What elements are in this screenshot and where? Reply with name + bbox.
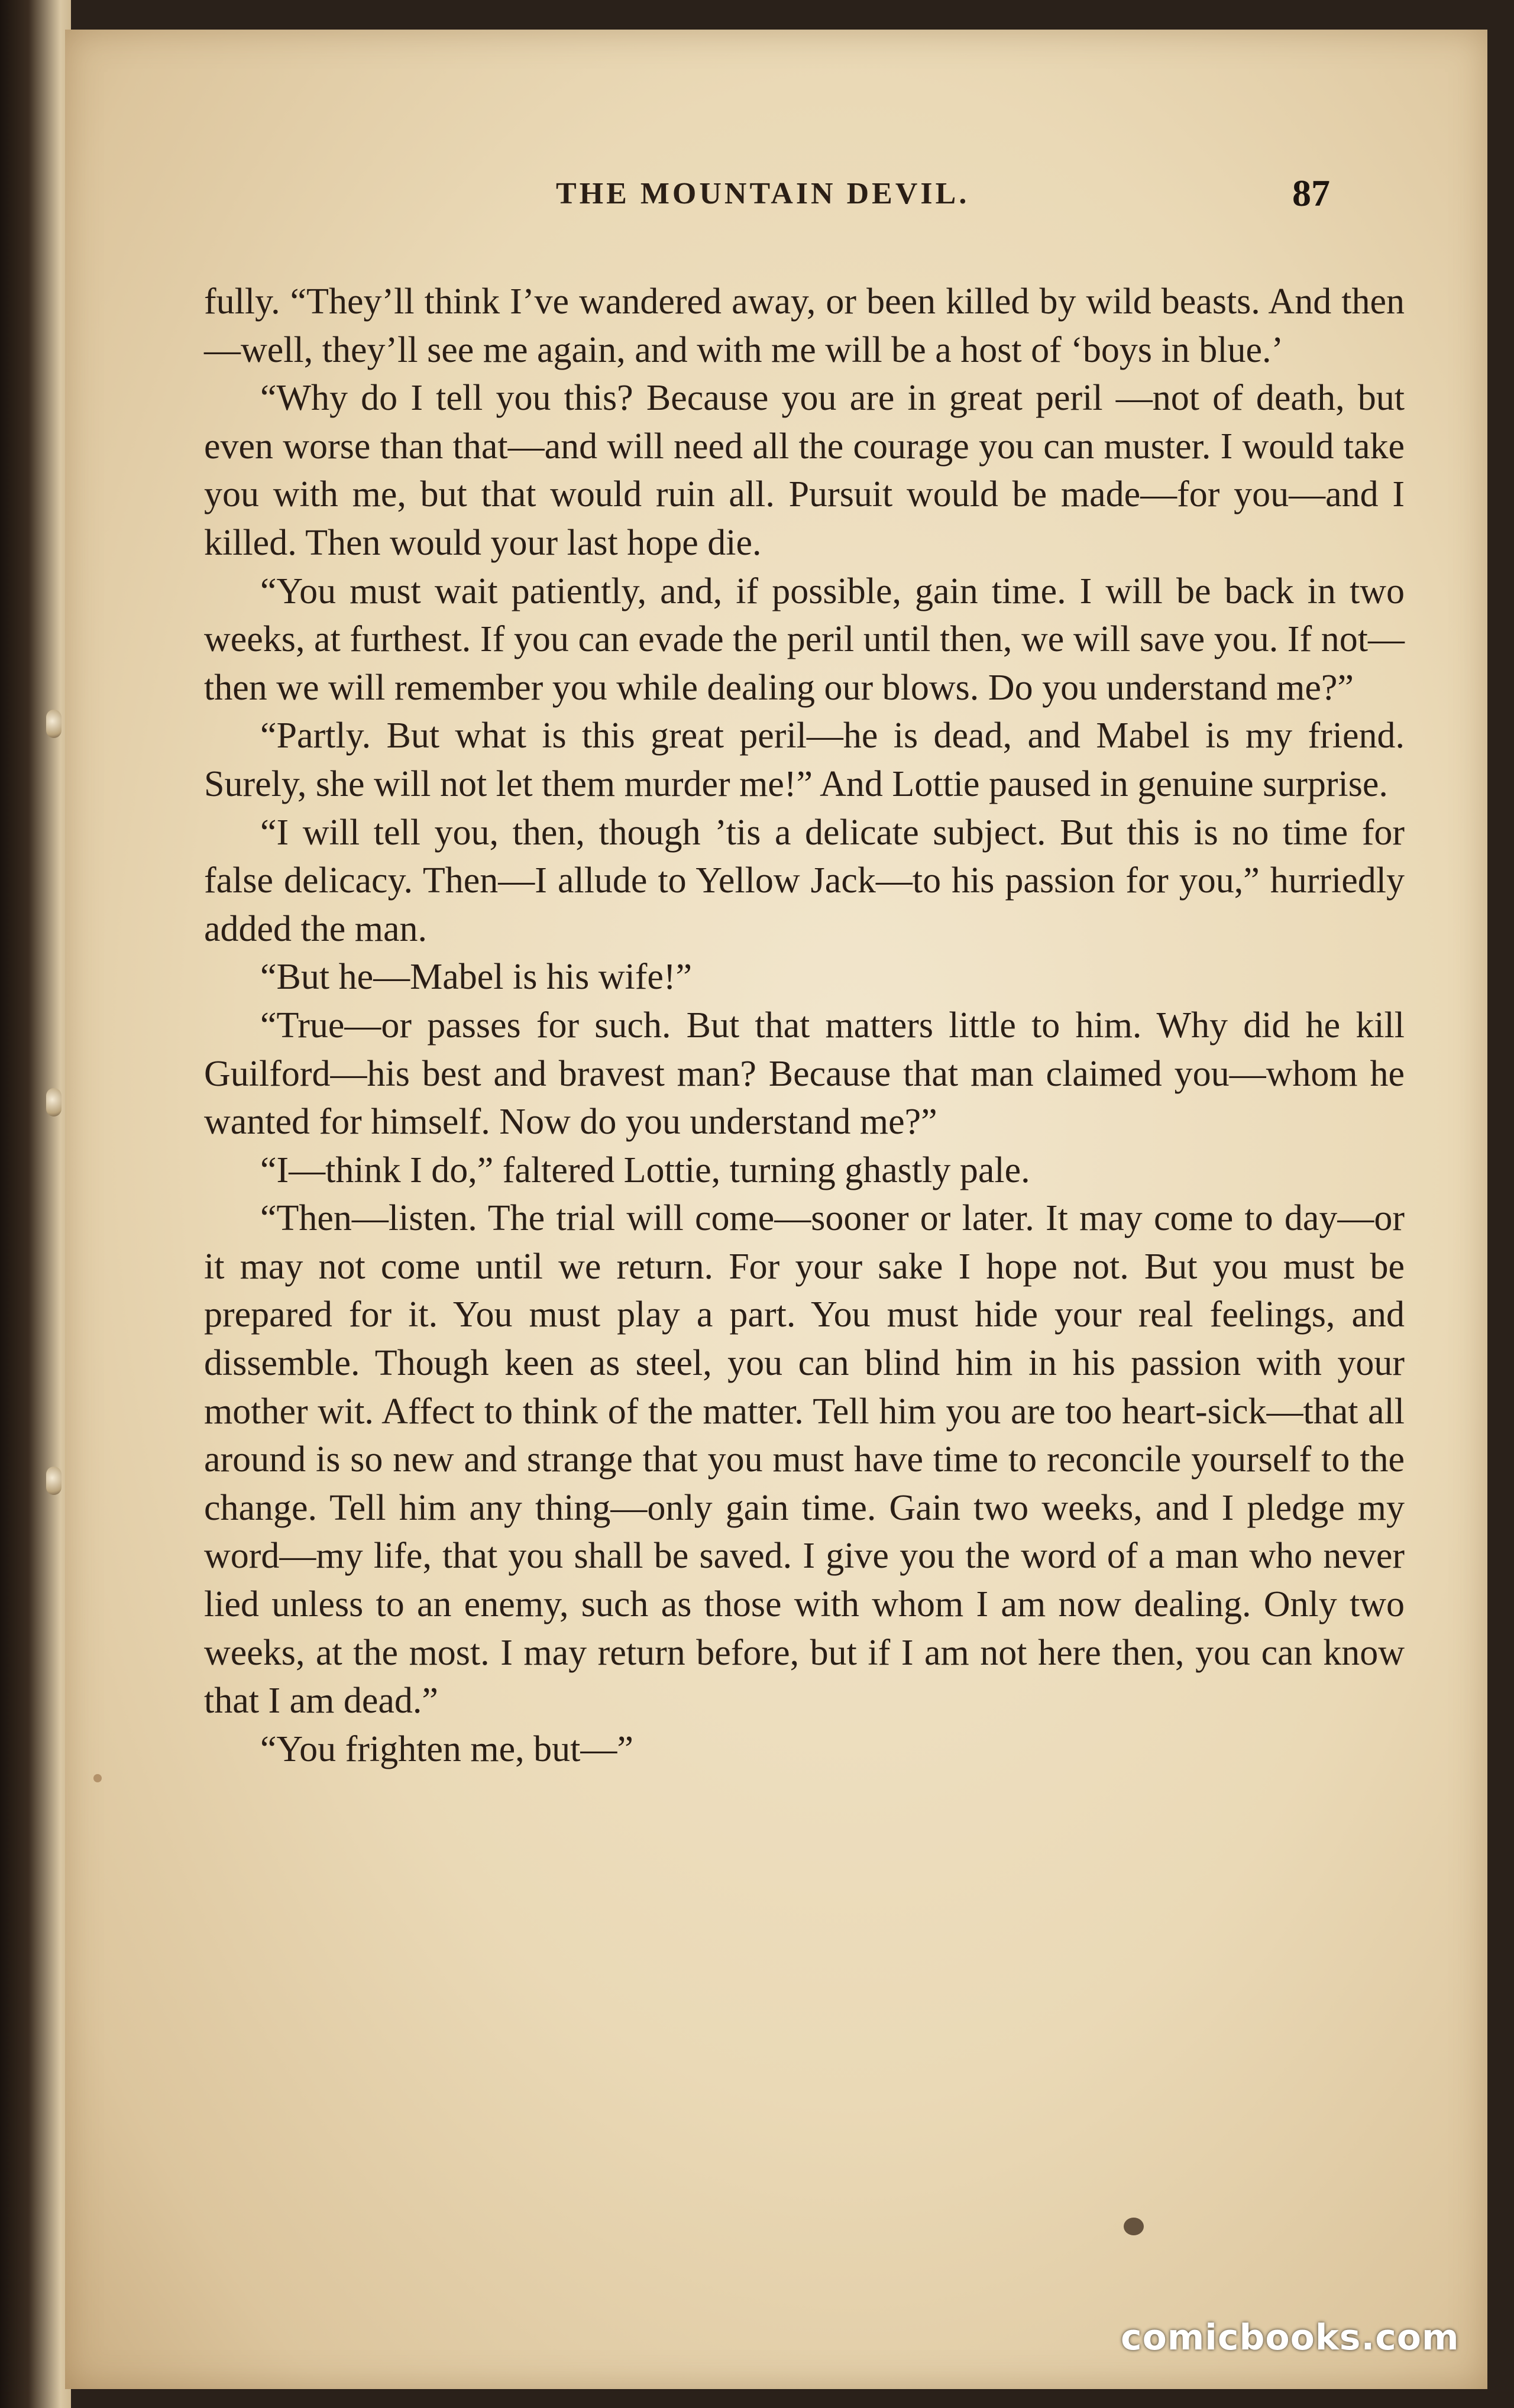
ink-stain [1124,2218,1144,2235]
binding-thread [46,710,62,738]
paragraph: “True—or passes for such. But that matters little to him. Why did he kill Guilford—his best and bravest man? Because that man claimed you—whom he wanted for himself. Now do you understand me?” [204,1005,1405,1142]
book-page [65,30,1487,2389]
paragraph: “But he—Mabel is his wife!” [260,957,693,998]
ink-stain [93,1774,102,1782]
paragraph: “I will tell you, then, though ’tis a delicate subject. But this is no time for false delicacy. Then—I allude to Yellow Jack—to his passion for you,” hurriedly added the man. [204,812,1405,949]
watermark: comicbooks.com [1121,2317,1460,2358]
page-number: 87 [1292,172,1330,214]
paragraph: “You frighten me, but—” [260,1729,633,1769]
page-header [65,171,1487,225]
running-head: THE MOUNTAIN DEVIL. [556,177,970,211]
paragraph: fully. “They’ll think I’ve wandered away, or been killed by wild beasts. And then—well, they’ll see me again, and with me will be a host of ‘boys in blue.’ [204,281,1405,370]
binding-thread [46,1088,62,1116]
paragraph: “Why do I tell you this? Because you are in great peril —not of death, but even worse than that—and will need all the courage you can muster. I would take you with me, but that would ruin all. Pursuit would be made—for you—and I killed. Then would your last hope die. [204,378,1405,563]
body-text [204,278,1405,1773]
binding-thread [46,1467,62,1495]
book-spine [0,0,71,2408]
paragraph: “Partly. But what is this great peril—he is dead, and Mabel is my friend. Surely, she will not let them murder me!” And Lottie paused in genuine surprise. [204,716,1405,804]
paragraph: “Then—listen. The trial will come—sooner or later. It may come to day—or it may not come until we return. For your sake I hope not. But you must be prepared for it. You must play a part. You must hide your real feelings, and dissemble. Though keen as steel, you can blind him in his passion with your mother wit. Affect to think of the matter. Tell him you are too heart-sick—that all around is so new and strange that you must have time to reconcile yourself to the change. Tell him any thing—only gain time. Gain two weeks, and I pledge my word—my life, that you shall be saved. I give you the word of a man who never lied unless to an enemy, such as those with whom I am now dealing. Only two weeks, at the most. I may return before, but if I am not here then, you can know that I am dead.” [204,1198,1405,1721]
paragraph: “You must wait patiently, and, if possible, gain time. I will be back in two weeks, at furthest. If you can evade the peril until then, we will save you. If not—then we will remember you while dealing our blows. Do you understand me?” [204,571,1405,708]
paragraph: “I—think I do,” faltered Lottie, turning ghastly pale. [260,1150,1030,1190]
